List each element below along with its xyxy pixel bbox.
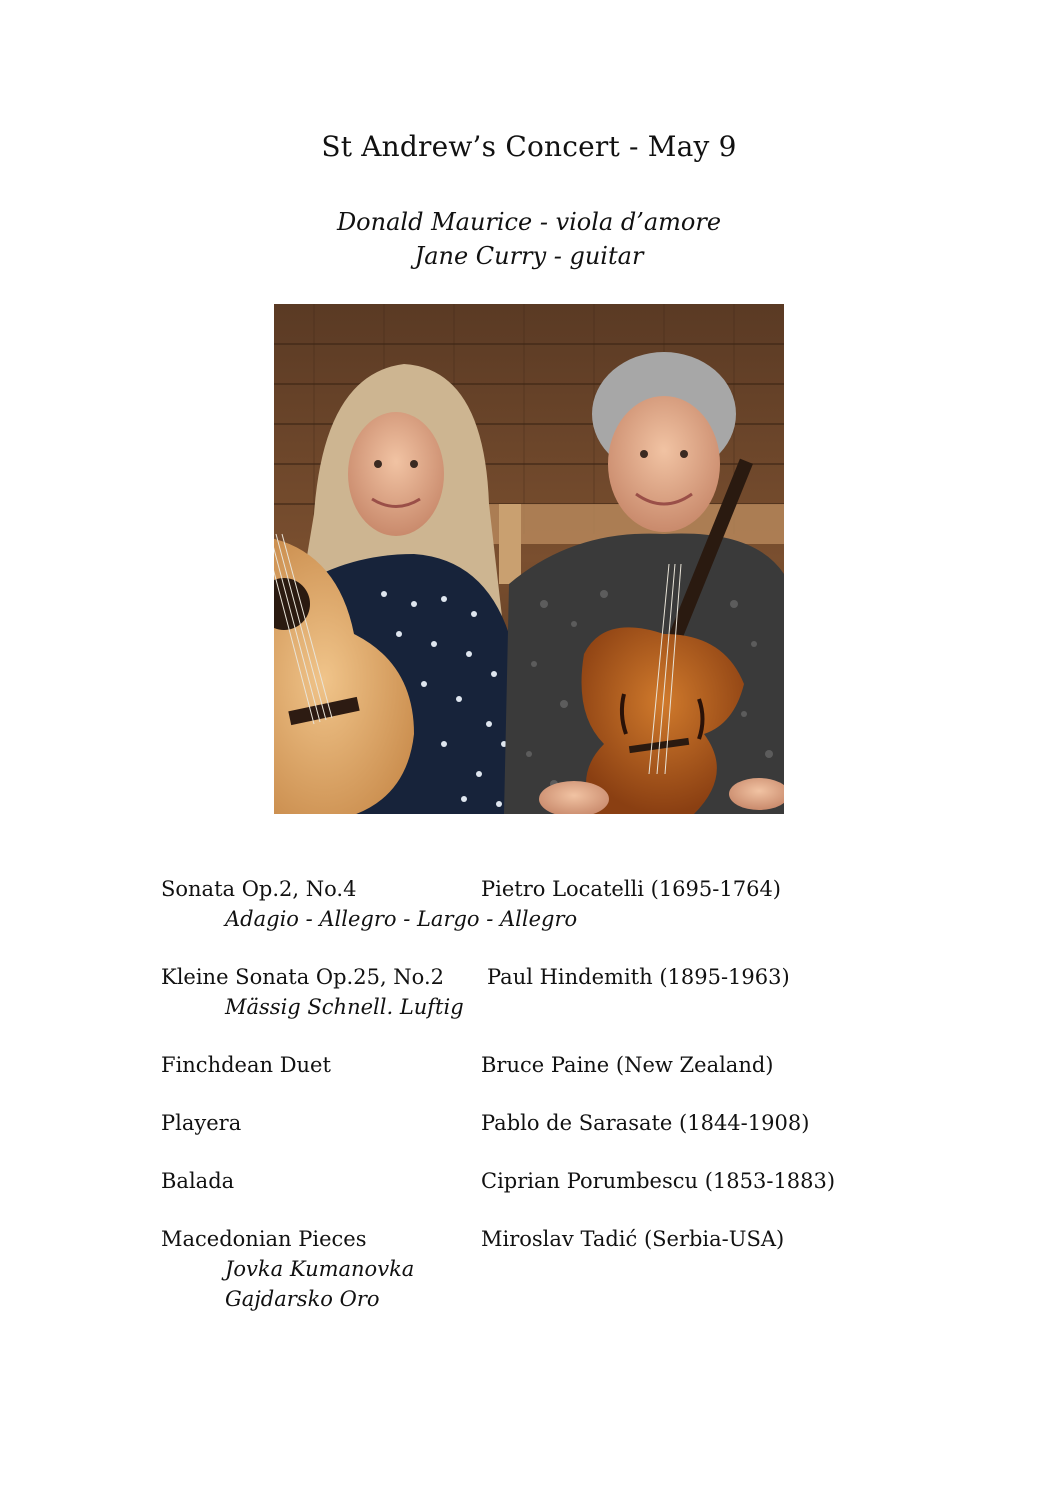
piece-movement: Mässig Schnell. Luftig [225,995,464,1019]
piece-composer: Paul Hindemith (1895-1963) [487,965,790,989]
piece-title: Balada [161,1169,235,1193]
piece-title: Finchdean Duet [161,1053,331,1077]
piece-title: Playera [161,1111,242,1135]
piece-movement: Gajdarsko Oro [225,1287,380,1311]
piece-title: Macedonian Pieces [161,1227,367,1251]
piece-composer: Miroslav Tadić (Serbia-USA) [481,1227,785,1251]
performers-photo [274,304,784,814]
page-title: St Andrew’s Concert - May 9 [321,130,737,163]
piece-movement: Jovka Kumanovka [225,1257,415,1281]
piece-title: Sonata Op.2, No.4 [161,877,357,901]
program-item [161,1108,921,1138]
program-list [161,874,921,1342]
program-item [161,1224,921,1314]
program-item [161,874,921,934]
piece-title: Kleine Sonata Op.25, No.2 [161,965,444,989]
piece-composer: Pablo de Sarasate (1844-1908) [481,1111,810,1135]
piece-composer: Ciprian Porumbescu (1853-1883) [481,1169,836,1193]
piece-composer: Bruce Paine (New Zealand) [481,1053,774,1077]
piece-movement: Adagio - Allegro - Largo - Allegro [225,907,578,931]
piece-composer: Pietro Locatelli (1695-1764) [481,877,781,901]
program-item [161,1050,921,1080]
performer-line: Donald Maurice - viola d’amore [336,208,722,236]
program-item [161,962,921,1022]
performer-line: Jane Curry - guitar [414,242,644,270]
program-item [161,1166,921,1196]
performers [0,205,1058,273]
